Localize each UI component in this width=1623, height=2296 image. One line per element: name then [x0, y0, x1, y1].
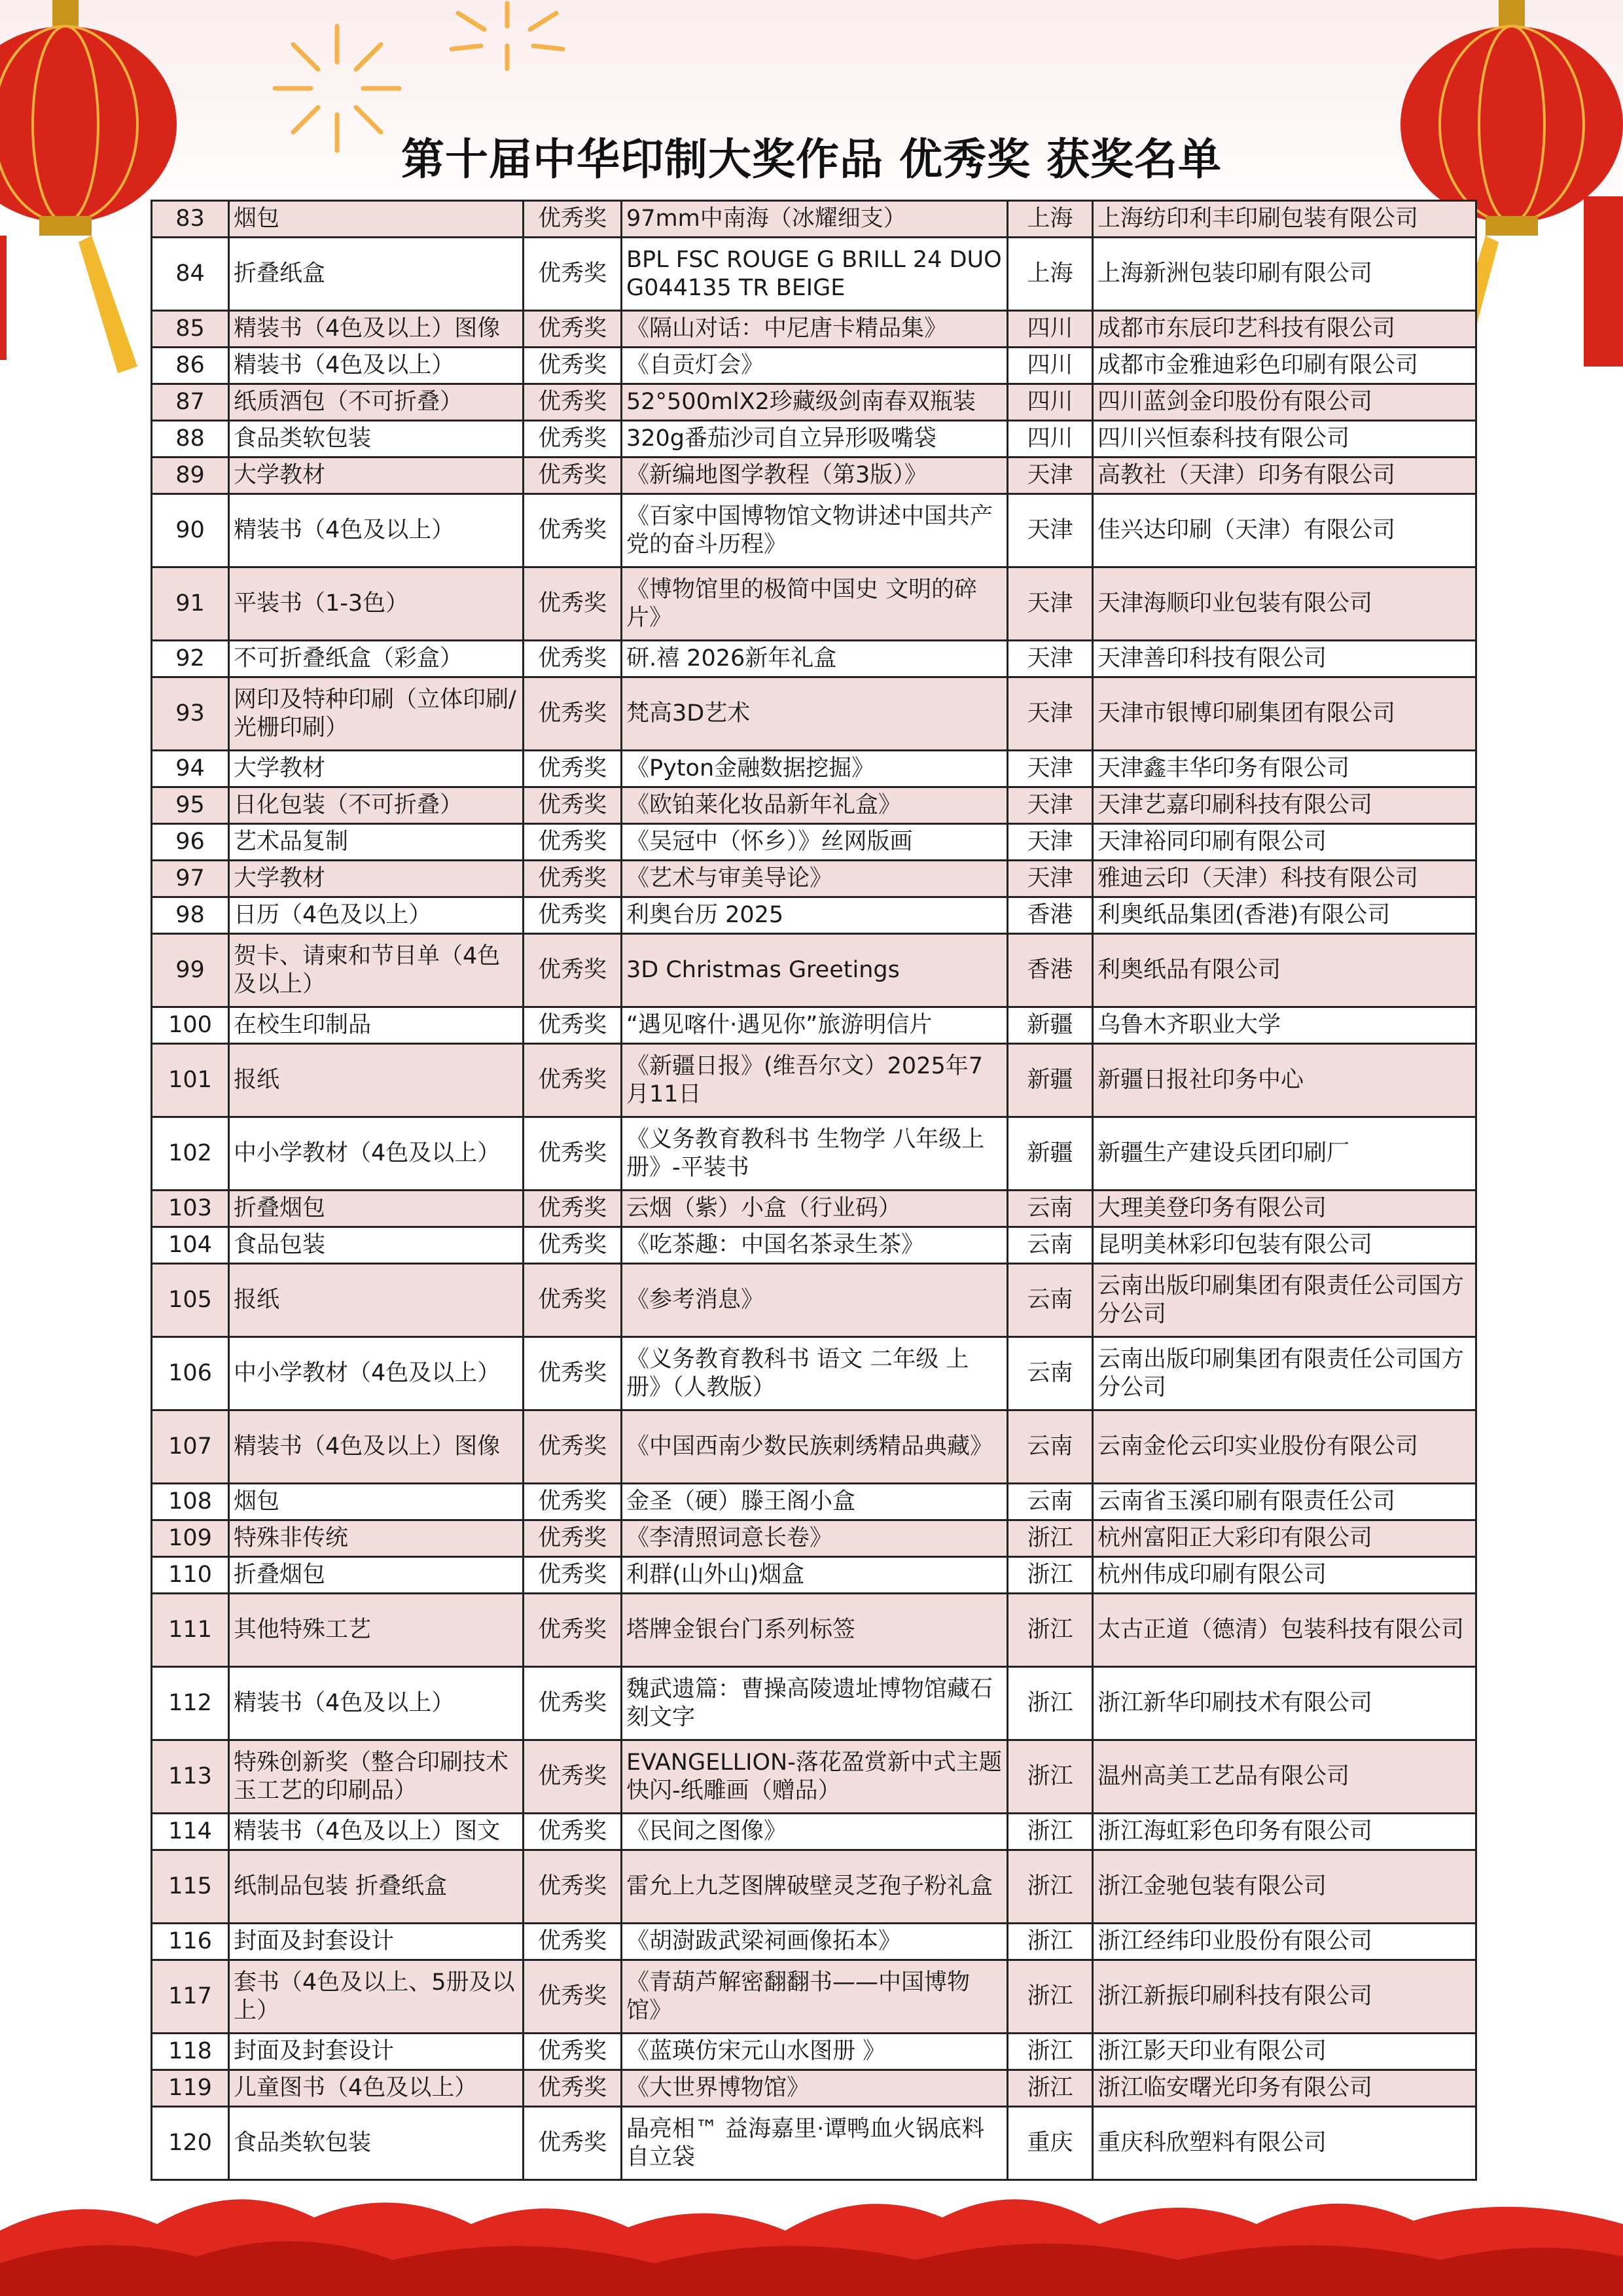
region-cell: 浙江	[1008, 2070, 1093, 2107]
table-row	[152, 824, 1476, 861]
award-cell: 优秀奖	[524, 1520, 622, 1557]
row-number: 99	[152, 934, 229, 1007]
company-cell: 浙江金驰包装有限公司	[1093, 1850, 1476, 1924]
work-title-cell: 晶亮相™ 益海嘉里·谭鸭血火锅底料自立袋	[622, 2107, 1008, 2180]
region-cell: 香港	[1008, 897, 1093, 934]
table-row	[152, 1557, 1476, 1594]
award-cell: 优秀奖	[524, 2107, 622, 2180]
award-cell: 优秀奖	[524, 1007, 622, 1044]
row-number: 83	[152, 201, 229, 238]
work-title-cell: 《义务教育教科书 语文 二年级 上册》（人教版）	[622, 1337, 1008, 1410]
table-row	[152, 567, 1476, 641]
row-number: 106	[152, 1337, 229, 1410]
category-cell: 封面及封套设计	[229, 2034, 524, 2070]
company-cell: 佳兴达印刷（天津）有限公司	[1093, 494, 1476, 567]
category-cell: 精装书（4色及以上）	[229, 494, 524, 567]
category-cell: 中小学教材（4色及以上）	[229, 1337, 524, 1410]
award-cell: 优秀奖	[524, 1814, 622, 1850]
category-cell: 其他特殊工艺	[229, 1594, 524, 1667]
award-cell: 优秀奖	[524, 421, 622, 457]
company-cell: 浙江临安曙光印务有限公司	[1093, 2070, 1476, 2107]
table-row	[152, 787, 1476, 824]
work-title-cell: 金圣（硬）滕王阁小盒	[622, 1484, 1008, 1520]
row-number: 87	[152, 384, 229, 421]
category-cell: 食品类软包装	[229, 2107, 524, 2180]
work-title-cell: 《义务教育教科书 生物学 八年级上册》-平装书	[622, 1117, 1008, 1191]
region-cell: 天津	[1008, 457, 1093, 494]
table-row	[152, 201, 1476, 238]
row-number: 91	[152, 567, 229, 641]
work-title-cell: EVANGELLION-落花盈赏新中式主题快闪-纸雕画（赠品）	[622, 1740, 1008, 1814]
table-row	[152, 641, 1476, 677]
category-cell: 日历（4色及以上）	[229, 897, 524, 934]
award-cell: 优秀奖	[524, 238, 622, 311]
work-title-cell: 雷允上九芝图牌破壁灵芝孢子粉礼盒	[622, 1850, 1008, 1924]
category-cell: 套书（4色及以上、5册及以上）	[229, 1960, 524, 2034]
category-cell: 大学教材	[229, 751, 524, 787]
company-cell: 天津艺嘉印刷科技有限公司	[1093, 787, 1476, 824]
table-row	[152, 751, 1476, 787]
table-row	[152, 1337, 1476, 1410]
company-cell: 天津海顺印业包装有限公司	[1093, 567, 1476, 641]
category-cell: 报纸	[229, 1264, 524, 1337]
category-cell: 大学教材	[229, 457, 524, 494]
award-cell: 优秀奖	[524, 567, 622, 641]
work-title-cell: 320g番茄沙司自立异形吸嘴袋	[622, 421, 1008, 457]
company-cell: 云南金伦云印实业股份有限公司	[1093, 1410, 1476, 1484]
row-number: 116	[152, 1924, 229, 1960]
company-cell: 浙江海虹彩色印务有限公司	[1093, 1814, 1476, 1850]
table-row	[152, 238, 1476, 311]
category-cell: 折叠纸盒	[229, 238, 524, 311]
company-cell: 天津市银博印刷集团有限公司	[1093, 677, 1476, 751]
company-cell: 浙江新华印刷技术有限公司	[1093, 1667, 1476, 1740]
work-title-cell: 《博物馆里的极简中国史 文明的碎片》	[622, 567, 1008, 641]
work-title-cell: 《欧铂莱化妆品新年礼盒》	[622, 787, 1008, 824]
row-number: 103	[152, 1191, 229, 1227]
category-cell: 折叠烟包	[229, 1191, 524, 1227]
table-row	[152, 348, 1476, 384]
award-cell: 优秀奖	[524, 1410, 622, 1484]
region-cell: 云南	[1008, 1227, 1093, 1264]
work-title-cell: 利奥台历 2025	[622, 897, 1008, 934]
table-row	[152, 494, 1476, 567]
region-cell: 四川	[1008, 311, 1093, 348]
table-row	[152, 1191, 1476, 1227]
table-row	[152, 1410, 1476, 1484]
company-cell: 杭州富阳正大彩印有限公司	[1093, 1520, 1476, 1557]
category-cell: 艺术品复制	[229, 824, 524, 861]
table-row	[152, 1924, 1476, 1960]
firework-decoration-right	[445, 0, 569, 72]
company-cell: 四川蓝剑金印股份有限公司	[1093, 384, 1476, 421]
award-cell: 优秀奖	[524, 2070, 622, 2107]
award-cell: 优秀奖	[524, 1924, 622, 1960]
red-cloud-decoration	[0, 2152, 1623, 2296]
region-cell: 浙江	[1008, 1850, 1093, 1924]
row-number: 95	[152, 787, 229, 824]
company-cell: 新疆生产建设兵团印刷厂	[1093, 1117, 1476, 1191]
row-number: 120	[152, 2107, 229, 2180]
row-number: 113	[152, 1740, 229, 1814]
work-title-cell: 《李清照词意长卷》	[622, 1520, 1008, 1557]
category-cell: 网印及特种印刷（立体印刷/光栅印刷）	[229, 677, 524, 751]
category-cell: 烟包	[229, 201, 524, 238]
region-cell: 四川	[1008, 421, 1093, 457]
row-number: 112	[152, 1667, 229, 1740]
work-title-cell: 《民间之图像》	[622, 1814, 1008, 1850]
company-cell: 高教社（天津）印务有限公司	[1093, 457, 1476, 494]
award-cell: 优秀奖	[524, 494, 622, 567]
region-cell: 天津	[1008, 641, 1093, 677]
row-number: 93	[152, 677, 229, 751]
award-cell: 优秀奖	[524, 677, 622, 751]
award-cell: 优秀奖	[524, 2034, 622, 2070]
company-cell: 成都市金雅迪彩色印刷有限公司	[1093, 348, 1476, 384]
row-number: 92	[152, 641, 229, 677]
region-cell: 浙江	[1008, 1924, 1093, 1960]
region-cell: 天津	[1008, 494, 1093, 567]
work-title-cell: 《隔山对话：中尼唐卡精品集》	[622, 311, 1008, 348]
company-cell: 浙江新振印刷科技有限公司	[1093, 1960, 1476, 2034]
region-cell: 浙江	[1008, 1814, 1093, 1850]
award-cell: 优秀奖	[524, 1557, 622, 1594]
region-cell: 天津	[1008, 861, 1093, 897]
category-cell: 不可折叠纸盒（彩盒）	[229, 641, 524, 677]
work-title-cell: BPL FSC ROUGE G BRILL 24 DUO G044135 TR BEIGE	[622, 238, 1008, 311]
row-number: 105	[152, 1264, 229, 1337]
work-title-cell: 《参考消息》	[622, 1264, 1008, 1337]
award-cell: 优秀奖	[524, 1044, 622, 1117]
award-cell: 优秀奖	[524, 1594, 622, 1667]
award-cell: 优秀奖	[524, 824, 622, 861]
company-cell: 天津裕同印刷有限公司	[1093, 824, 1476, 861]
work-title-cell: 52°500mlX2珍藏级剑南春双瓶装	[622, 384, 1008, 421]
work-title-cell: 《胡澍跋武梁祠画像拓本》	[622, 1924, 1008, 1960]
region-cell: 天津	[1008, 787, 1093, 824]
region-cell: 上海	[1008, 201, 1093, 238]
row-number: 102	[152, 1117, 229, 1191]
table-row	[152, 934, 1476, 1007]
work-title-cell: 梵高3D艺术	[622, 677, 1008, 751]
category-cell: 特殊非传统	[229, 1520, 524, 1557]
company-cell: 成都市东辰印艺科技有限公司	[1093, 311, 1476, 348]
category-cell: 精装书（4色及以上）	[229, 348, 524, 384]
region-cell: 浙江	[1008, 1960, 1093, 2034]
row-number: 115	[152, 1850, 229, 1924]
region-cell: 新疆	[1008, 1117, 1093, 1191]
category-cell: 贺卡、请柬和节目单（4色及以上）	[229, 934, 524, 1007]
award-cell: 优秀奖	[524, 1191, 622, 1227]
category-cell: 烟包	[229, 1484, 524, 1520]
row-number: 85	[152, 311, 229, 348]
work-title-cell: 97mm中南海（冰耀细支）	[622, 201, 1008, 238]
company-cell: 大理美登印务有限公司	[1093, 1191, 1476, 1227]
table-row	[152, 384, 1476, 421]
table-row	[152, 1264, 1476, 1337]
work-title-cell: 《Pyton金融数据挖掘》	[622, 751, 1008, 787]
awards-table	[151, 200, 1477, 2181]
award-cell: 优秀奖	[524, 384, 622, 421]
work-title-cell: 《青葫芦解密翻翻书——中国博物馆》	[622, 1960, 1008, 2034]
category-cell: 精装书（4色及以上）图像	[229, 1410, 524, 1484]
award-cell: 优秀奖	[524, 1264, 622, 1337]
category-cell: 封面及封套设计	[229, 1924, 524, 1960]
company-cell: 天津善印科技有限公司	[1093, 641, 1476, 677]
company-cell: 浙江经纬印业股份有限公司	[1093, 1924, 1476, 1960]
company-cell: 太古正道（德清）包装科技有限公司	[1093, 1594, 1476, 1667]
row-number: 98	[152, 897, 229, 934]
award-cell: 优秀奖	[524, 311, 622, 348]
region-cell: 浙江	[1008, 1667, 1093, 1740]
company-cell: 云南出版印刷集团有限责任公司国方分公司	[1093, 1337, 1476, 1410]
category-cell: 纸质酒包（不可折叠）	[229, 384, 524, 421]
company-cell: 四川兴恒泰科技有限公司	[1093, 421, 1476, 457]
region-cell: 浙江	[1008, 1520, 1093, 1557]
award-cell: 优秀奖	[524, 787, 622, 824]
award-cell: 优秀奖	[524, 1484, 622, 1520]
work-title-cell: “遇见喀什·遇见你”旅游明信片	[622, 1007, 1008, 1044]
table-row	[152, 1117, 1476, 1191]
work-title-cell: 《百家中国博物馆文物讲述中国共产党的奋斗历程》	[622, 494, 1008, 567]
company-cell: 云南出版印刷集团有限责任公司国方分公司	[1093, 1264, 1476, 1337]
award-cell: 优秀奖	[524, 861, 622, 897]
row-number: 111	[152, 1594, 229, 1667]
category-cell: 精装书（4色及以上）图像	[229, 311, 524, 348]
row-number: 96	[152, 824, 229, 861]
category-cell: 纸制品包装 折叠纸盒	[229, 1850, 524, 1924]
row-number: 101	[152, 1044, 229, 1117]
award-cell: 优秀奖	[524, 897, 622, 934]
region-cell: 天津	[1008, 567, 1093, 641]
work-title-cell: 《吴冠中（怀乡）》丝网版画	[622, 824, 1008, 861]
row-number: 84	[152, 238, 229, 311]
category-cell: 平装书（1-3色）	[229, 567, 524, 641]
company-cell: 重庆科欣塑料有限公司	[1093, 2107, 1476, 2180]
row-number: 86	[152, 348, 229, 384]
table-row	[152, 421, 1476, 457]
table-row	[152, 1850, 1476, 1924]
work-title-cell: 魏武遗篇：曹操高陵遗址博物馆藏石刻文字	[622, 1667, 1008, 1740]
row-number: 117	[152, 1960, 229, 2034]
work-title-cell: 塔牌金银台门系列标签	[622, 1594, 1008, 1667]
row-number: 88	[152, 421, 229, 457]
work-title-cell: 云烟（紫）小盒（行业码）	[622, 1191, 1008, 1227]
work-title-cell: 《新编地图学教程（第3版）》	[622, 457, 1008, 494]
row-number: 94	[152, 751, 229, 787]
award-cell: 优秀奖	[524, 934, 622, 1007]
work-title-cell: 《新疆日报》(维吾尔文）2025年7月11日	[622, 1044, 1008, 1117]
region-cell: 四川	[1008, 348, 1093, 384]
award-cell: 优秀奖	[524, 1337, 622, 1410]
table-row	[152, 897, 1476, 934]
table-row	[152, 2034, 1476, 2070]
award-cell: 优秀奖	[524, 1740, 622, 1814]
company-cell: 上海新洲包装印刷有限公司	[1093, 238, 1476, 311]
company-cell: 上海纺印利丰印刷包装有限公司	[1093, 201, 1476, 238]
table-row	[152, 1594, 1476, 1667]
page-title: 第十届中华印制大奖作品 优秀奖 获奖名单	[401, 134, 1222, 185]
company-cell: 利奥纸品集团(香港)有限公司	[1093, 897, 1476, 934]
company-cell: 乌鲁木齐职业大学	[1093, 1007, 1476, 1044]
category-cell: 大学教材	[229, 861, 524, 897]
region-cell: 浙江	[1008, 1740, 1093, 1814]
work-title-cell: 利群(山外山)烟盒	[622, 1557, 1008, 1594]
row-number: 110	[152, 1557, 229, 1594]
table-row	[152, 1520, 1476, 1557]
company-cell: 雅迪云印（天津）科技有限公司	[1093, 861, 1476, 897]
table-row	[152, 1667, 1476, 1740]
region-cell: 香港	[1008, 934, 1093, 1007]
table-row	[152, 1960, 1476, 2034]
region-cell: 浙江	[1008, 1594, 1093, 1667]
category-cell: 食品类软包装	[229, 421, 524, 457]
region-cell: 新疆	[1008, 1007, 1093, 1044]
region-cell: 云南	[1008, 1484, 1093, 1520]
work-title-cell: 研.禧 2026新年礼盒	[622, 641, 1008, 677]
company-cell: 昆明美林彩印包装有限公司	[1093, 1227, 1476, 1264]
category-cell: 精装书（4色及以上）	[229, 1667, 524, 1740]
row-number: 118	[152, 2034, 229, 2070]
row-number: 90	[152, 494, 229, 567]
region-cell: 上海	[1008, 238, 1093, 311]
table-row	[152, 677, 1476, 751]
region-cell: 新疆	[1008, 1044, 1093, 1117]
work-title-cell: 《艺术与审美导论》	[622, 861, 1008, 897]
row-number: 89	[152, 457, 229, 494]
award-cell: 优秀奖	[524, 457, 622, 494]
category-cell: 报纸	[229, 1044, 524, 1117]
award-cell: 优秀奖	[524, 201, 622, 238]
region-cell: 浙江	[1008, 2034, 1093, 2070]
work-title-cell: 《自贡灯会》	[622, 348, 1008, 384]
award-cell: 优秀奖	[524, 348, 622, 384]
region-cell: 天津	[1008, 751, 1093, 787]
award-cell: 优秀奖	[524, 751, 622, 787]
region-cell: 浙江	[1008, 1557, 1093, 1594]
category-cell: 儿童图书（4色及以上）	[229, 2070, 524, 2107]
category-cell: 折叠烟包	[229, 1557, 524, 1594]
table-row	[152, 1044, 1476, 1117]
award-cell: 优秀奖	[524, 641, 622, 677]
category-cell: 食品包装	[229, 1227, 524, 1264]
table-row	[152, 861, 1476, 897]
company-cell: 天津鑫丰华印务有限公司	[1093, 751, 1476, 787]
category-cell: 在校生印制品	[229, 1007, 524, 1044]
row-number: 108	[152, 1484, 229, 1520]
table-row	[152, 1007, 1476, 1044]
row-number: 97	[152, 861, 229, 897]
company-cell: 利奥纸品有限公司	[1093, 934, 1476, 1007]
region-cell: 天津	[1008, 824, 1093, 861]
company-cell: 新疆日报社印务中心	[1093, 1044, 1476, 1117]
award-cell: 优秀奖	[524, 1227, 622, 1264]
region-cell: 云南	[1008, 1337, 1093, 1410]
row-number: 107	[152, 1410, 229, 1484]
company-cell: 温州高美工艺品有限公司	[1093, 1740, 1476, 1814]
work-title-cell: 《蓝瑛仿宋元山水图册 》	[622, 2034, 1008, 2070]
table-row	[152, 2070, 1476, 2107]
work-title-cell: 《吃茶趣：中国名茶录生茶》	[622, 1227, 1008, 1264]
region-cell: 云南	[1008, 1191, 1093, 1227]
region-cell: 云南	[1008, 1410, 1093, 1484]
work-title-cell: 《大世界博物馆》	[622, 2070, 1008, 2107]
region-cell: 重庆	[1008, 2107, 1093, 2180]
row-number: 100	[152, 1007, 229, 1044]
category-cell: 中小学教材（4色及以上）	[229, 1117, 524, 1191]
region-cell: 四川	[1008, 384, 1093, 421]
table-row	[152, 311, 1476, 348]
award-cell: 优秀奖	[524, 1117, 622, 1191]
category-cell: 特殊创新奖（整合印刷技术玉工艺的印刷品）	[229, 1740, 524, 1814]
region-cell: 天津	[1008, 677, 1093, 751]
row-number: 109	[152, 1520, 229, 1557]
award-cell: 优秀奖	[524, 1667, 622, 1740]
region-cell: 云南	[1008, 1264, 1093, 1337]
row-number: 114	[152, 1814, 229, 1850]
company-cell: 云南省玉溪印刷有限责任公司	[1093, 1484, 1476, 1520]
work-title-cell: 3D Christmas Greetings	[622, 934, 1008, 1007]
category-cell: 精装书（4色及以上）图文	[229, 1814, 524, 1850]
table-row	[152, 457, 1476, 494]
row-number: 119	[152, 2070, 229, 2107]
company-cell: 浙江影天印业有限公司	[1093, 2034, 1476, 2070]
category-cell: 日化包装（不可折叠）	[229, 787, 524, 824]
award-cell: 优秀奖	[524, 1960, 622, 2034]
table-row	[152, 1814, 1476, 1850]
table-row	[152, 1740, 1476, 1814]
row-number: 104	[152, 1227, 229, 1264]
table-row	[152, 1484, 1476, 1520]
company-cell: 杭州伟成印刷有限公司	[1093, 1557, 1476, 1594]
table-row	[152, 1227, 1476, 1264]
award-cell: 优秀奖	[524, 1850, 622, 1924]
work-title-cell: 《中国西南少数民族刺绣精品典藏》	[622, 1410, 1008, 1484]
